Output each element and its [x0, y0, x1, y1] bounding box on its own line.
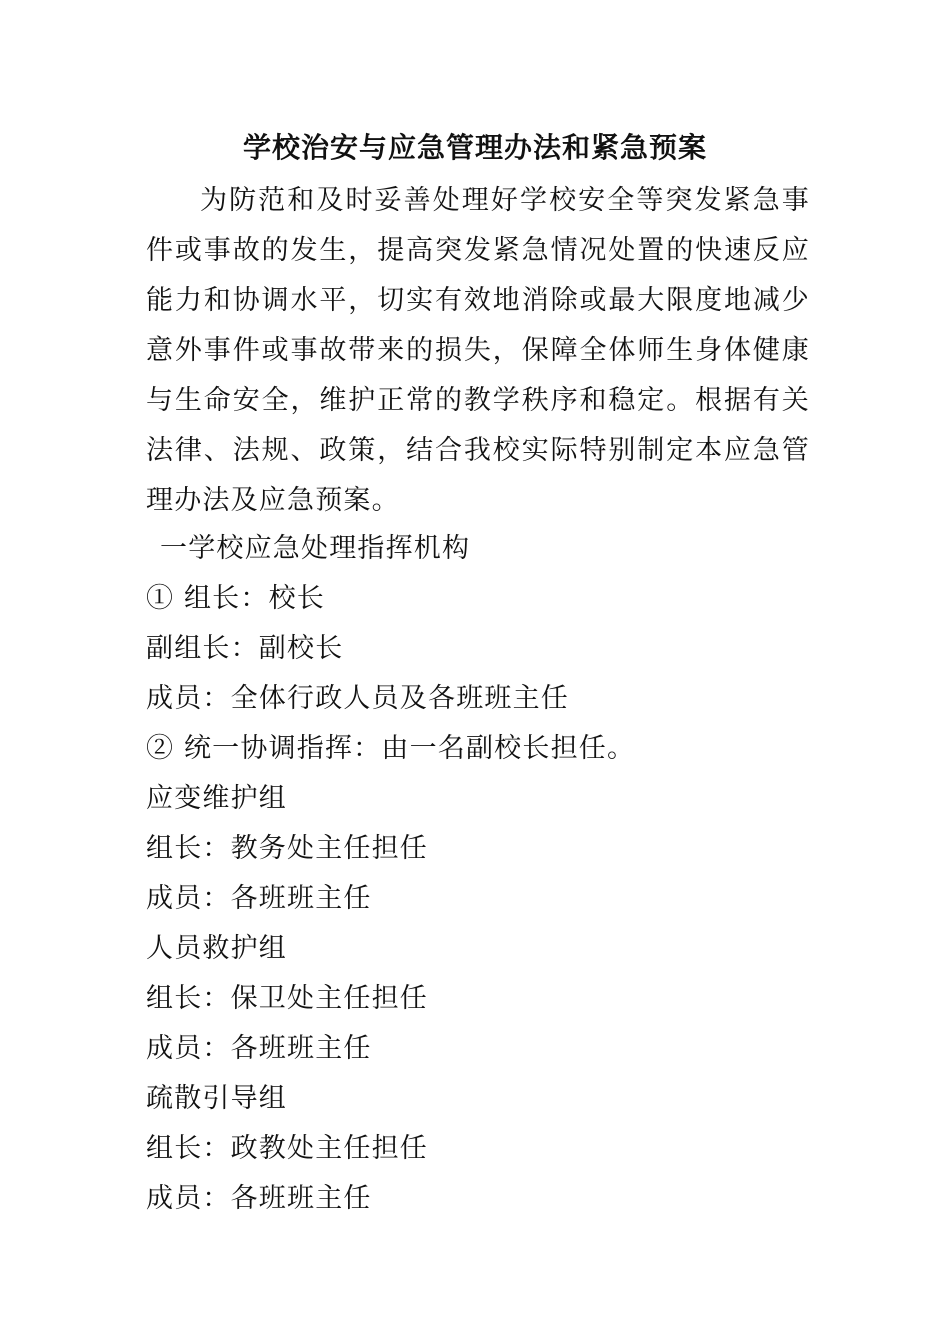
list-item-coordinator: ② 统一协调指挥：由一名副校长担任。: [146, 733, 636, 764]
list-item-maintenance-leader: 组长：教务处主任担任: [146, 833, 428, 864]
group-heading-rescue: 人员救护组: [146, 933, 287, 964]
list-item-leader: ① 组长：校长: [146, 583, 325, 614]
document-title: 学校治安与应急管理办法和紧急预案: [242, 131, 707, 164]
organization-list: [146, 524, 810, 1224]
list-item-evacuation-leader: 组长：政教处主任担任: [146, 1133, 428, 1164]
section-heading-command: 一学校应急处理指挥机构: [160, 533, 471, 564]
list-item-maintenance-members: 成员：各班班主任: [146, 883, 372, 914]
list-item-rescue-leader: 组长：保卫处主任担任: [146, 983, 428, 1014]
intro-paragraph: 为防范和及时妥善处理好学校安全等突发紧急事件或事故的发生，提高突发紧急情况处置的快速反应能力和协调水平，切实有效地消除或最大限度地减少意外事件或事故带来的损失，保障全体师生身体健康与生命安全，维护正常的教学秩序和稳定。根据有关法律、法规、政策，结合我校实际特别制定本应急管理办法及应急预案。: [146, 185, 810, 516]
list-item-evacuation-members: 成员：各班班主任: [146, 1183, 372, 1214]
list-item-rescue-members: 成员：各班班主任: [146, 1033, 372, 1064]
list-item-members: 成员：全体行政人员及各班班主任: [146, 683, 569, 714]
group-heading-evacuation: 疏散引导组: [146, 1083, 287, 1114]
list-item-deputy-leader: 副组长：副校长: [146, 633, 344, 664]
group-heading-maintenance: 应变维护组: [146, 783, 287, 814]
